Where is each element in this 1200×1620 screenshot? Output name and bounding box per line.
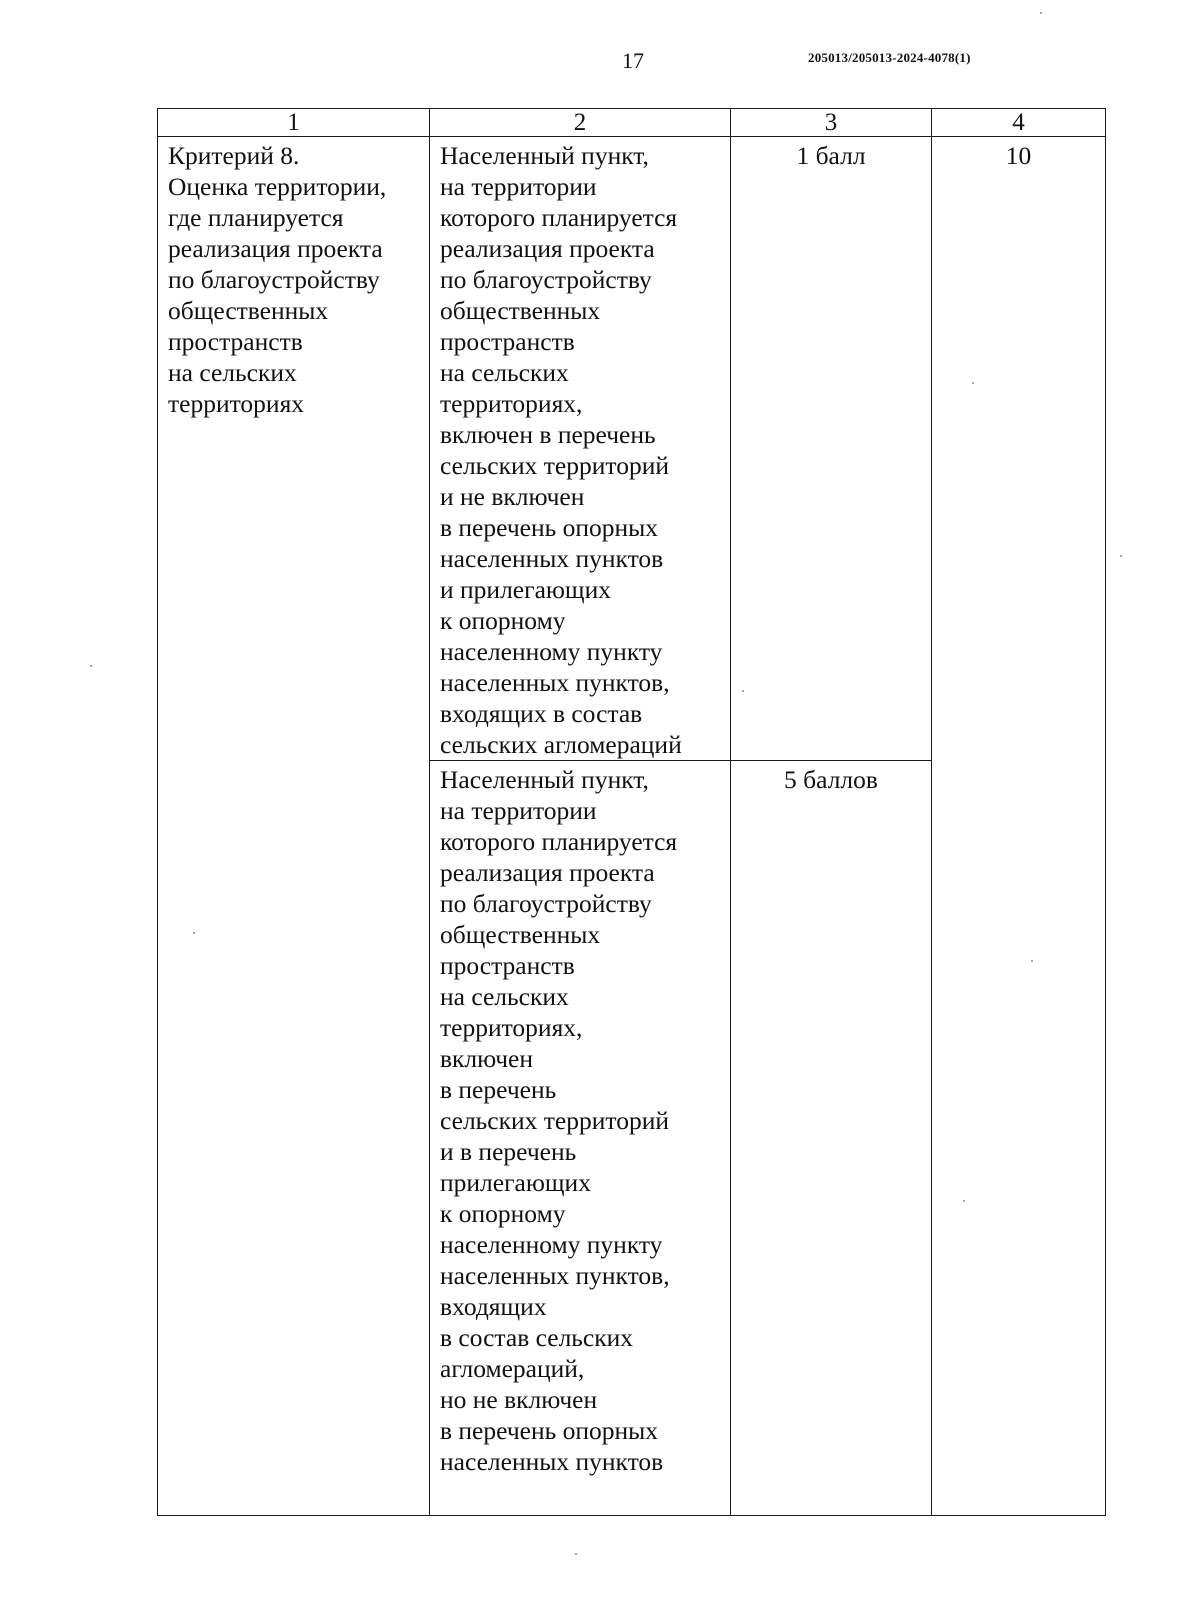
document-id: 205013/205013-2024-4078(1) bbox=[808, 50, 971, 65]
scan-speck bbox=[90, 665, 92, 667]
condition-cell: Населенный пункт, на территории которого планируется реализация проекта по благоустройству общественных пространств на сельских территориях, включен в перечень сельских территорий и не включен в перечень опорных населенных пунктов и прилегающих к опорному населенному пункту населенных пунктов, входящих в состав сельских агломераций bbox=[430, 137, 731, 761]
table-row bbox=[158, 137, 1106, 761]
page-number: 17 bbox=[622, 48, 644, 73]
condition-cell: Населенный пункт, на территории которого планируется реализация проекта по благоустройству общественных пространств на сельских территориях, включен в перечень сельских территорий и в перечень прилегающих к опорному населенному пункту населенных пунктов, входящих в состав сельских агломераций, но не включен в перечень опорных населенных пунктов bbox=[430, 761, 731, 1516]
scan-speck bbox=[1040, 12, 1042, 14]
column-number-3: 3 bbox=[731, 109, 932, 137]
scan-speck bbox=[972, 382, 974, 384]
column-number-2: 2 bbox=[430, 109, 731, 137]
scan-speck bbox=[1031, 960, 1033, 962]
column-number-4: 4 bbox=[932, 109, 1106, 137]
column-number-1: 1 bbox=[158, 109, 430, 137]
max-score-cell: 10 bbox=[932, 137, 1106, 1516]
scan-speck bbox=[1120, 555, 1122, 557]
scan-speck bbox=[742, 690, 744, 692]
criteria-table bbox=[157, 108, 1106, 1516]
scan-speck bbox=[193, 932, 195, 934]
scan-speck bbox=[963, 1200, 965, 1202]
score-cell: 5 баллов bbox=[731, 761, 932, 1516]
criterion-cell: Критерий 8. Оценка территории, где планируется реализация проекта по благоустройству общественных пространств на сельских территориях bbox=[158, 137, 430, 1516]
score-cell: 1 балл bbox=[731, 137, 932, 761]
column-number-row bbox=[158, 109, 1106, 137]
scan-speck bbox=[575, 1553, 577, 1555]
